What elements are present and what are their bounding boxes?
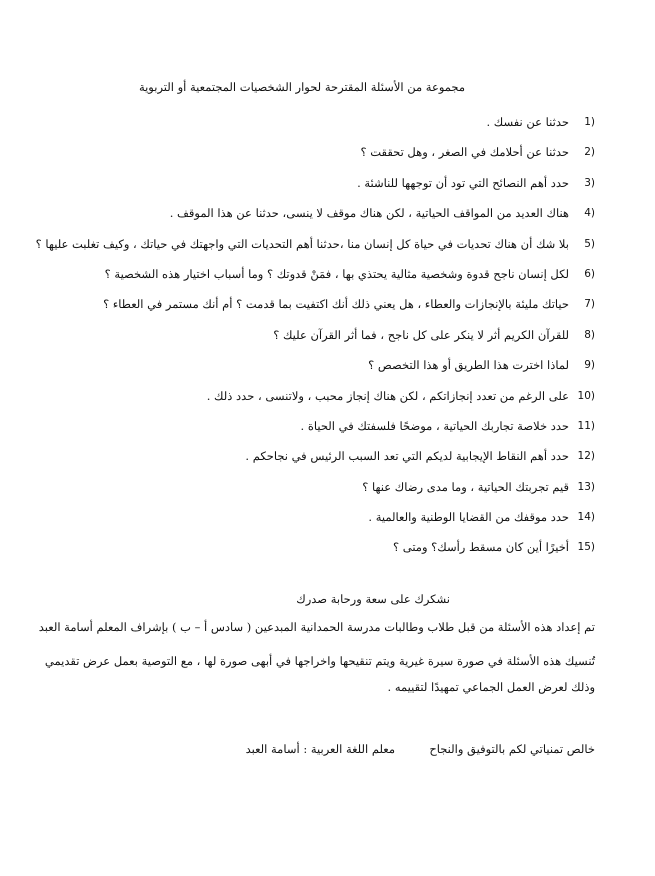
question-number: 4) — [584, 207, 595, 220]
question-number: 13) — [577, 480, 595, 493]
question-number: 3) — [584, 176, 595, 189]
teacher-signature: معلم اللغة العربية : أسامة العبد — [245, 742, 395, 756]
question-item — [35, 198, 595, 228]
question-text: أخيرًا أين كان مسقط رأسك؟ ومتى ؟ — [392, 540, 569, 555]
question-item — [35, 107, 595, 137]
question-text: على الرغم من تعدد إنجازاتكم ، لكن هناك إنجاز محبب ، ولاتنسى ، حدد ذلك . — [206, 388, 569, 403]
question-item — [35, 289, 595, 319]
question-number: 14) — [577, 511, 595, 524]
question-item — [35, 229, 595, 259]
question-text: لكل إنسان ناجح قدوة وشخصية مثالية يحتذي بها ، فمَنْ قدوتك ؟ وما أسباب اختيار هذه الشخصية ؟ — [104, 266, 569, 281]
page-title: مجموعة من الأسئلة المقترحة لحوار الشخصيات المجتمعية أو التربوية — [138, 80, 465, 94]
question-item — [35, 259, 595, 289]
question-number: 7) — [584, 298, 595, 311]
question-number: 9) — [584, 359, 595, 372]
question-text: حدثنا عن أحلامك في الصغر ، وهل تحققت ؟ — [360, 145, 569, 160]
question-text: هناك العديد من المواقف الحياتية ، لكن هناك موقف لا ينسى، حدثنا عن هذا الموقف . — [169, 206, 569, 221]
question-text: للقرآن الكريم أثر لا ينكر على كل ناجح ، فما أثر القرآن عليك ؟ — [273, 327, 569, 342]
question-text: حياتك مليئة بالإنجازات والعطاء ، هل يعني ذلك أنك اكتفيت بما قدمت ؟ أم أنك مستمر في العطاء ؟ — [103, 297, 569, 312]
question-number: 10) — [577, 389, 595, 402]
question-number: 12) — [577, 450, 595, 463]
question-text: قيم تجربتك الحياتية ، وما مدى رضاك عنها ؟ — [362, 479, 569, 494]
question-item — [35, 472, 595, 502]
question-item — [35, 168, 595, 198]
question-text: حدثنا عن نفسك . — [486, 115, 569, 129]
question-number: 1) — [584, 116, 595, 128]
question-item — [35, 532, 595, 562]
question-item — [35, 320, 595, 350]
closing-wish: خالص تمنياتي لكم بالتوفيق والنجاح — [429, 742, 595, 756]
question-number: 15) — [577, 541, 595, 554]
question-number: 11) — [577, 419, 595, 432]
question-number: 6) — [584, 267, 595, 280]
question-item — [35, 350, 595, 380]
thanks-line: نشكرك على سعة ورحابة صدرك — [296, 592, 450, 606]
question-item — [35, 137, 595, 167]
question-text: بلا شك أن هناك تحديات في حياة كل إنسان منا ،حدثنا أهم التحديات التي واجهتك في حياتك ، وكيف تغلبت عليها ؟ — [35, 236, 569, 251]
question-number: 8) — [584, 328, 595, 341]
question-number: 2) — [584, 146, 595, 159]
question-text: لماذا اخترت هذا الطريق أو هذا التخصص ؟ — [368, 358, 569, 373]
question-item — [35, 411, 595, 441]
question-text: حدد أهم النقاط الإيجابية لديكم التي تعد السبب الرئيس في نجاحكم . — [245, 449, 569, 464]
question-text: حدد خلاصة تجاربك الحياتية ، موضحًا فلسفتك في الحياة . — [300, 418, 569, 433]
question-text: حدد أهم النصائح التي تود أن توجهها للناشئة . — [357, 175, 569, 190]
question-number: 5) — [584, 237, 595, 250]
questions-list — [35, 107, 595, 563]
question-item — [35, 441, 595, 471]
question-text: حدد موقفك من القضايا الوطنية والعالمية . — [368, 510, 569, 525]
recommendation-note: تُنسيك هذه الأسئلة في صورة سيرة غيرية ويتم تنقيحها واخراجها في أبهى صورة لها ، مع التوصية بعمل عرض تقديمي وذلك لعرض العمل الجماعي تمهيدًا لتقييمه . — [44, 654, 595, 694]
prepared-by-line: تم إعداد هذه الأسئلة من قبل طلاب وطالبات مدرسة الحمدانية المبدعين ( سادس أ – ب ) بإشراف المعلم أسامة العبد — [38, 620, 595, 634]
question-item — [35, 381, 595, 411]
question-item — [35, 502, 595, 532]
